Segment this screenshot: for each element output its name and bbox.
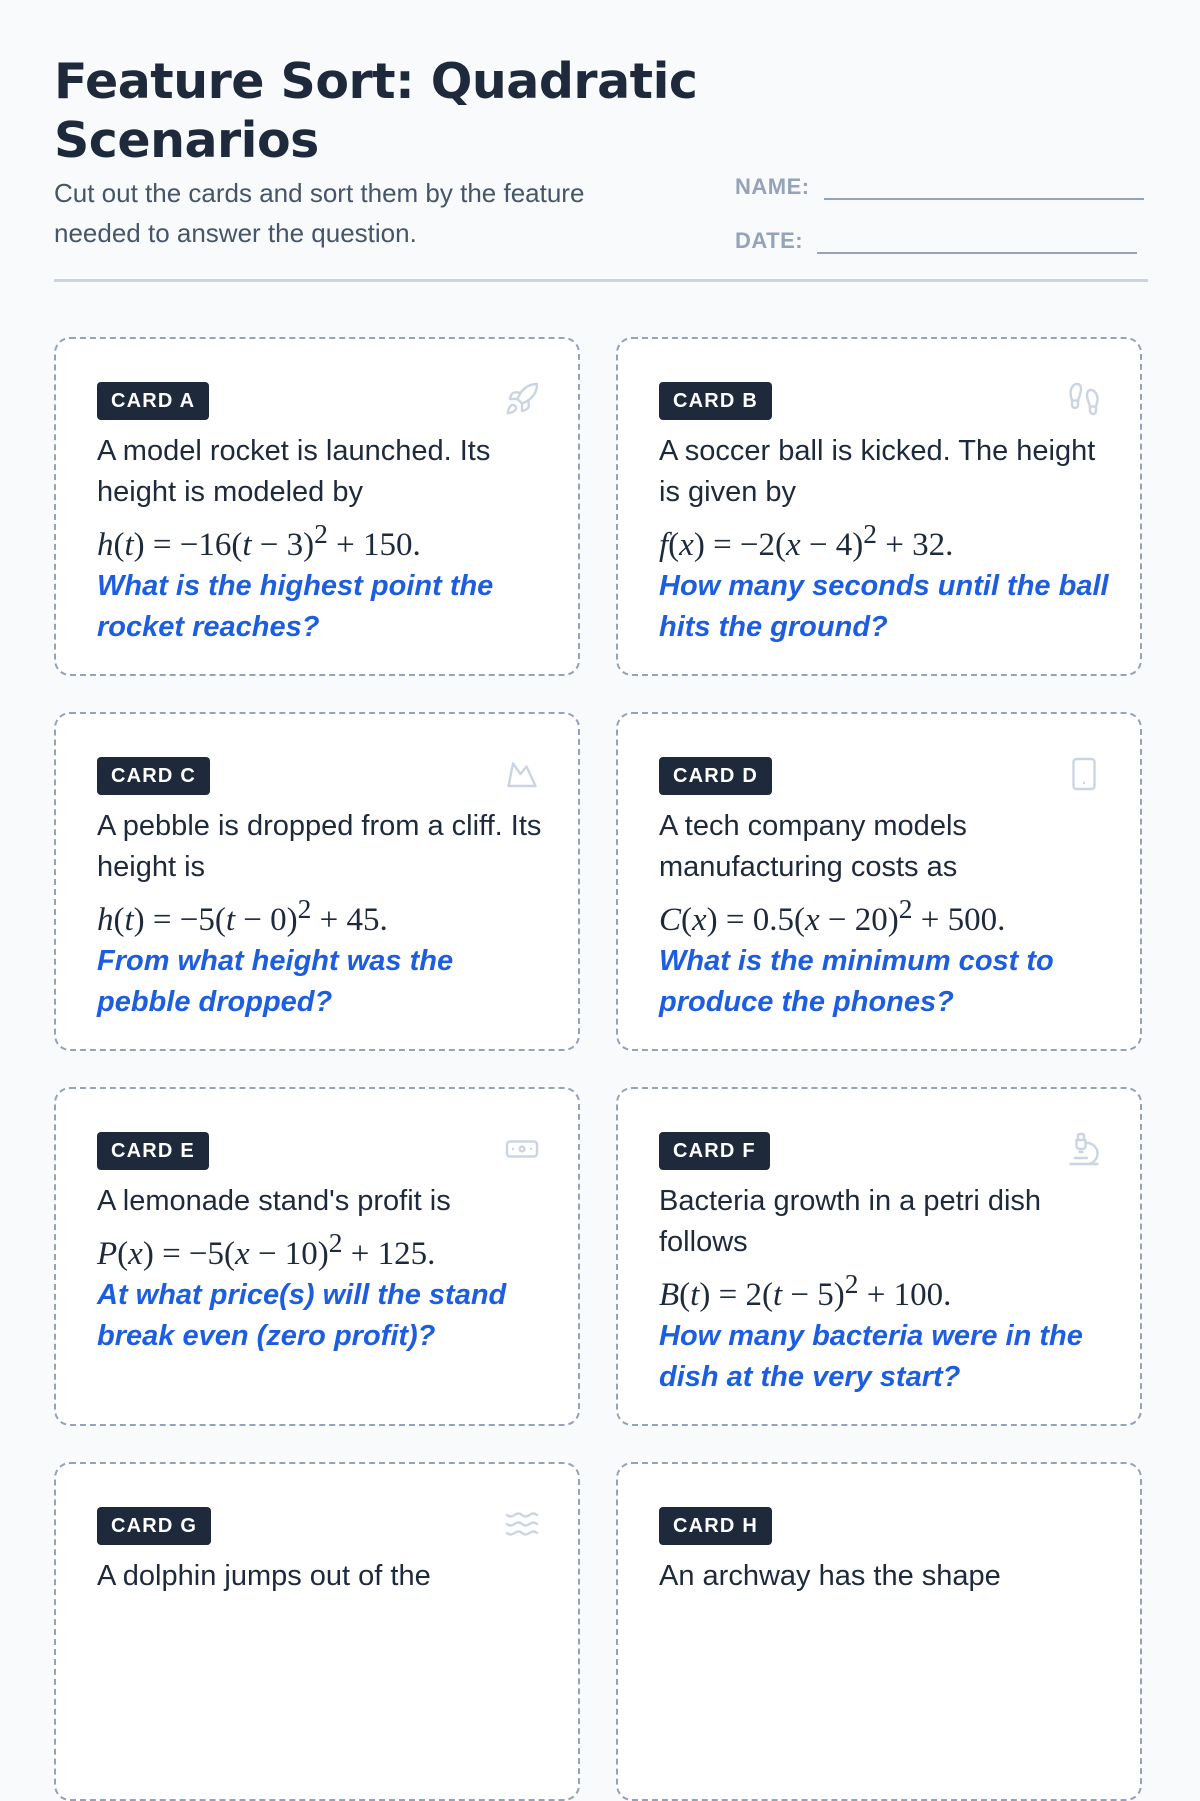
card-text: A model rocket is launched. Its height is modeled by bbox=[97, 435, 491, 508]
card-c bbox=[54, 712, 580, 1051]
card-question: How many seconds until the ball hits the ground? bbox=[659, 570, 1109, 643]
date-field bbox=[735, 218, 1137, 254]
card-equation: $B(t) = 2(t - 5)^2 + 100$. bbox=[659, 1268, 952, 1313]
card-question: What is the highest point the rocket reaches? bbox=[97, 570, 494, 643]
card-badge: CARD F bbox=[659, 1132, 770, 1170]
banknote-icon bbox=[504, 1131, 540, 1167]
header-divider bbox=[54, 279, 1148, 282]
card-question: From what height was the pebble dropped? bbox=[97, 945, 454, 1018]
card-text: A dolphin jumps out of the bbox=[97, 1560, 431, 1592]
instructions: Cut out the cards and sort them by the feature needed to answer the question. bbox=[54, 178, 585, 248]
card-question: How many bacteria were in the dish at the very start? bbox=[659, 1320, 1083, 1393]
card-content bbox=[659, 1181, 1109, 1398]
page-title: Feature Sort: Quadratic Scenarios bbox=[54, 53, 698, 169]
card-text: An archway has the shape bbox=[659, 1560, 1001, 1592]
card-equation: $h(t) = -5(t - 0)^2 + 45$. bbox=[97, 893, 388, 938]
card-badge: CARD B bbox=[659, 382, 772, 420]
card-text: Bacteria growth in a petri dish follows bbox=[659, 1185, 1042, 1258]
card-a bbox=[54, 337, 580, 676]
card-equation: $C(x) = 0.5(x - 20)^2 + 500$. bbox=[659, 893, 1006, 938]
name-line[interactable] bbox=[824, 164, 1144, 200]
worksheet bbox=[54, 0, 1148, 1592]
card-content bbox=[659, 1556, 1109, 1597]
card-h bbox=[616, 1462, 1142, 1801]
card-badge: CARD H bbox=[659, 1507, 772, 1545]
card-g bbox=[54, 1462, 580, 1801]
card-badge: CARD C bbox=[97, 757, 210, 795]
card-content bbox=[97, 431, 547, 648]
card-badge: CARD A bbox=[97, 382, 209, 420]
card-content bbox=[659, 806, 1109, 1023]
card-content bbox=[97, 806, 547, 1023]
card-text: A pebble is dropped from a cliff. Its height is bbox=[97, 810, 542, 883]
microscope-icon bbox=[1066, 1131, 1102, 1167]
rocket-icon bbox=[504, 381, 540, 417]
card-question: What is the minimum cost to produce the phones? bbox=[659, 945, 1054, 1018]
card-badge: CARD E bbox=[97, 1132, 209, 1170]
footprints-icon bbox=[1066, 381, 1102, 417]
waves-icon bbox=[504, 1506, 540, 1542]
card-badge: CARD G bbox=[97, 1507, 211, 1545]
card-text: A lemonade stand's profit is bbox=[97, 1185, 451, 1217]
worksheet-header bbox=[54, 0, 1148, 282]
date-line[interactable] bbox=[817, 218, 1137, 254]
name-label: NAME: bbox=[735, 174, 810, 199]
card-e bbox=[54, 1087, 580, 1426]
card-content bbox=[97, 1556, 547, 1597]
card-content bbox=[97, 1181, 547, 1357]
card-equation: $f(x) = -2(x - 4)^2 + 32$. bbox=[659, 518, 954, 563]
card-badge: CARD D bbox=[659, 757, 772, 795]
card-text: A tech company models manufacturing costs as bbox=[659, 810, 967, 883]
card-d bbox=[616, 712, 1142, 1051]
card-text: A soccer ball is kicked. The height is given by bbox=[659, 435, 1096, 508]
card-question: At what price(s) will the stand break even (zero profit)? bbox=[97, 1279, 507, 1352]
name-field bbox=[735, 164, 1144, 200]
mountain-icon bbox=[504, 756, 540, 792]
card-b bbox=[616, 337, 1142, 676]
card-equation: $P(x) = -5(x - 10)^2 + 125$. bbox=[97, 1227, 436, 1272]
card-f bbox=[616, 1087, 1142, 1426]
smartphone-icon bbox=[1066, 756, 1102, 792]
date-label: DATE: bbox=[735, 228, 804, 253]
card-content bbox=[659, 431, 1109, 648]
card-equation: $h(t) = -16(t - 3)^2 + 150$. bbox=[97, 518, 421, 563]
